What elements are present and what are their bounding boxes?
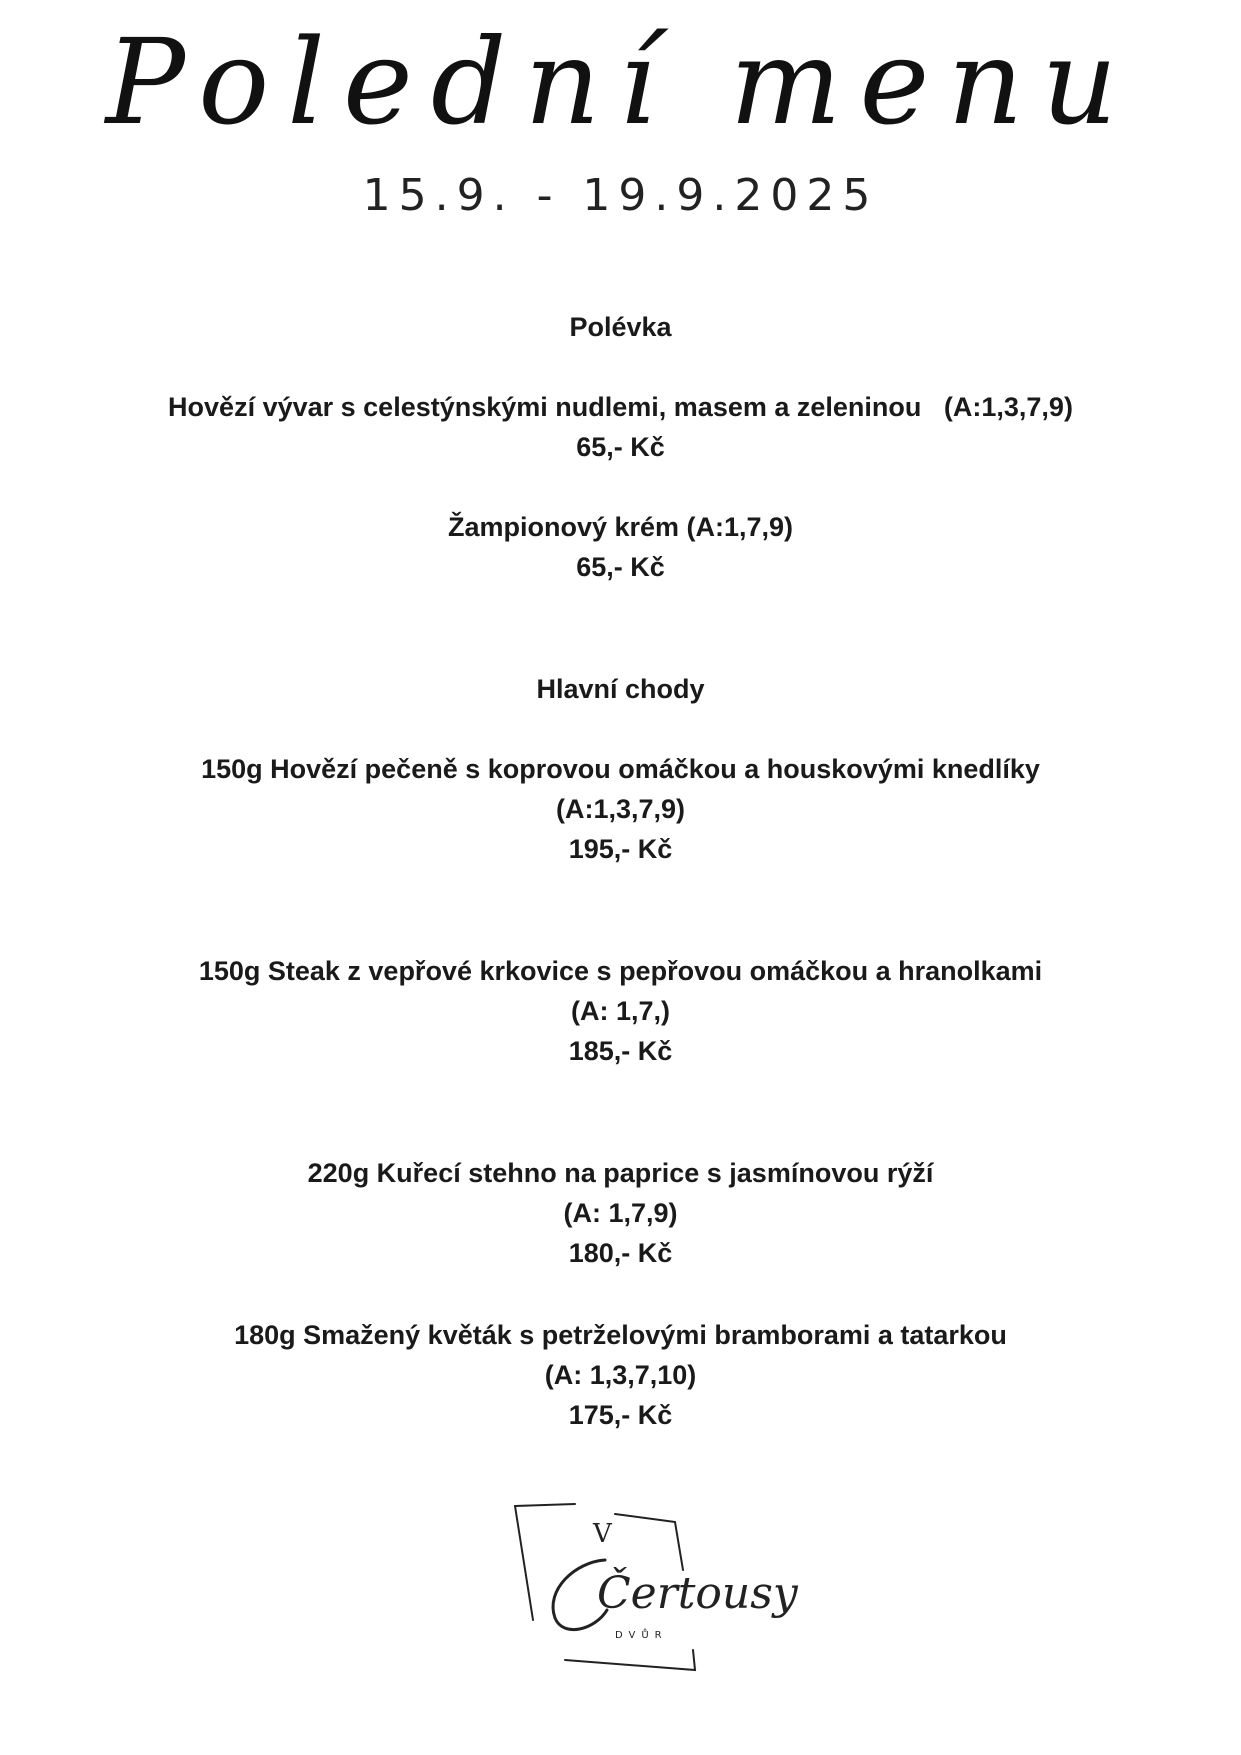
soup-section-heading: Polévka	[569, 312, 672, 342]
main-item-1-price: 195,- Kč	[568, 834, 673, 864]
date-range: 15.9. - 19.9.2025	[362, 170, 879, 221]
mains-section-heading: Hlavní chody	[536, 674, 705, 704]
main-item-3-allergens: (A: 1,7,9)	[563, 1198, 678, 1228]
main-item-4-name: 180g Smažený květák s petrželovými bramborami a tatarkou	[234, 1320, 1007, 1350]
main-item-1-allergens: (A:1,3,7,9)	[555, 794, 686, 824]
main-item-3-price: 180,- Kč	[568, 1238, 673, 1268]
certousy-dvur-logo	[515, 1500, 798, 1680]
page-title: Polední menu	[105, 13, 1136, 151]
soup-item-2-name: Žampionový krém (A:1,7,9)	[447, 512, 794, 542]
logo-subtitle: DVŮR	[615, 1630, 668, 1641]
logo-name: Čertousy	[597, 1568, 798, 1619]
soup-item-1-price: 65,- Kč	[576, 432, 665, 462]
main-item-2-allergens: (A: 1,7,)	[570, 996, 670, 1026]
main-item-2-name: 150g Steak z vepřové krkovice s pepřovou omáčkou a hranolkami	[198, 956, 1043, 986]
soup-item-2-price: 65,- Kč	[576, 552, 665, 582]
logo-top-mark: V	[593, 1519, 612, 1549]
main-item-3-name: 220g Kuřecí stehno na paprice s jasmínovou rýží	[307, 1158, 934, 1188]
main-item-4-allergens: (A: 1,3,7,10)	[544, 1360, 697, 1390]
main-item-2-price: 185,- Kč	[568, 1036, 673, 1066]
main-item-1-name: 150g Hovězí pečeně s koprovou omáčkou a houskovými knedlíky	[201, 754, 1040, 784]
main-item-4-price: 175,- Kč	[568, 1400, 673, 1430]
soup-item-1-name: Hovězí vývar s celestýnskými nudlemi, masem a zeleninou (A:1,3,7,9)	[168, 392, 1073, 422]
